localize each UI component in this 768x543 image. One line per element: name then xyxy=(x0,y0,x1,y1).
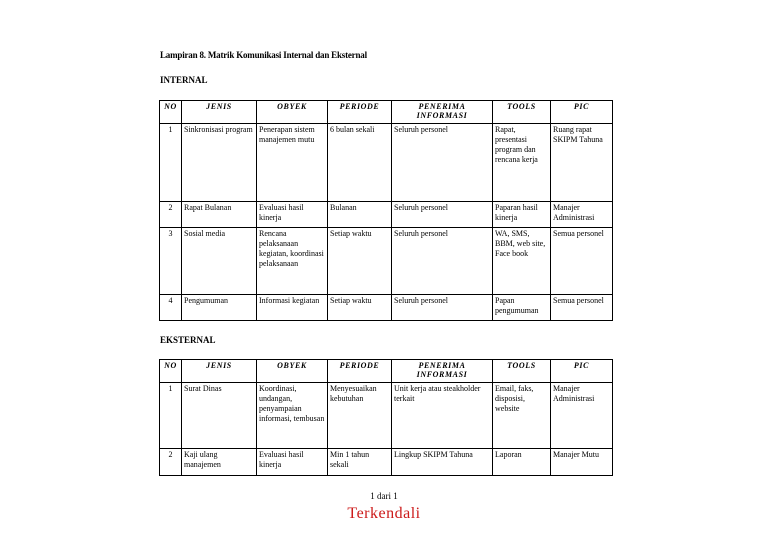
table-row xyxy=(160,228,613,295)
cell-no: 2 xyxy=(160,202,182,228)
cell-tools: Paparan hasil kinerja xyxy=(493,202,551,228)
header-tools: TOOLS xyxy=(493,101,551,124)
document-title: Lampiran 8. Matrik Komunikasi Internal dan Eksternal xyxy=(160,50,367,60)
header-periode: PERIODE xyxy=(328,360,392,383)
internal-communication-table xyxy=(159,100,613,321)
table-row xyxy=(160,295,613,321)
cell-penerima: Seluruh personel xyxy=(392,202,493,228)
cell-penerima: Unit kerja atau steakholder terkait xyxy=(392,383,493,449)
table-header-row xyxy=(160,101,613,124)
cell-jenis: Rapat Bulanan xyxy=(182,202,257,228)
cell-tools: WA, SMS, BBM, web site, Face book xyxy=(493,228,551,295)
cell-pic: Manajer Mutu xyxy=(551,449,613,476)
cell-penerima: Seluruh personel xyxy=(392,295,493,321)
cell-periode: Setiap waktu xyxy=(328,228,392,295)
cell-pic: Ruang rapat SKIPM Tahuna xyxy=(551,124,613,202)
table-row xyxy=(160,124,613,202)
table-row xyxy=(160,383,613,449)
cell-no: 1 xyxy=(160,124,182,202)
cell-jenis: Sinkronisasi program xyxy=(182,124,257,202)
header-no: NO xyxy=(160,101,182,124)
cell-penerima: Seluruh personel xyxy=(392,124,493,202)
cell-penerima: Seluruh personel xyxy=(392,228,493,295)
table-row xyxy=(160,202,613,228)
cell-obyek: Penerapan sistem manajemen mutu xyxy=(257,124,328,202)
cell-obyek: Evaluasi hasil kinerja xyxy=(257,202,328,228)
header-penerima-informasi: PENERIMA INFORMASI xyxy=(392,360,493,383)
table-header-row xyxy=(160,360,613,383)
cell-tools: Rapat, presentasi program dan rencana kerja xyxy=(493,124,551,202)
controlled-stamp: Terkendali xyxy=(347,505,421,522)
section-label-eksternal: EKSTERNAL xyxy=(160,335,216,345)
cell-jenis: Sosial media xyxy=(182,228,257,295)
cell-jenis: Pengumuman xyxy=(182,295,257,321)
cell-pic: Semua personel xyxy=(551,228,613,295)
header-periode: PERIODE xyxy=(328,101,392,124)
header-tools: TOOLS xyxy=(493,360,551,383)
section-label-internal: INTERNAL xyxy=(160,75,208,85)
header-pic: PIC xyxy=(551,360,613,383)
header-obyek: OBYEK xyxy=(257,360,328,383)
cell-periode: Min 1 tahun sekali xyxy=(328,449,392,476)
cell-penerima: Lingkup SKIPM Tahuna xyxy=(392,449,493,476)
cell-jenis: Kaji ulang manajemen xyxy=(182,449,257,476)
cell-periode: Bulanan xyxy=(328,202,392,228)
cell-tools: Laporan xyxy=(493,449,551,476)
cell-periode: Menyesuaikan kebutuhan xyxy=(328,383,392,449)
cell-obyek: Koordinasi, undangan, penyampaian informasi, tembusan xyxy=(257,383,328,449)
header-obyek: OBYEK xyxy=(257,101,328,124)
table-row xyxy=(160,449,613,476)
cell-pic: Manajer Administrasi xyxy=(551,202,613,228)
cell-no: 3 xyxy=(160,228,182,295)
cell-tools: Papan pengumuman xyxy=(493,295,551,321)
cell-no: 1 xyxy=(160,383,182,449)
cell-no: 2 xyxy=(160,449,182,476)
cell-tools: Email, faks, disposisi, website xyxy=(493,383,551,449)
cell-periode: Setiap waktu xyxy=(328,295,392,321)
header-jenis: JENIS xyxy=(182,101,257,124)
cell-no: 4 xyxy=(160,295,182,321)
header-penerima-informasi: PENERIMA INFORMASI xyxy=(392,101,493,124)
page-number: 1 dari 1 xyxy=(370,491,398,501)
external-communication-table xyxy=(159,359,613,476)
header-no: NO xyxy=(160,360,182,383)
cell-obyek: Rencana pelaksanaan kegiatan, koordinasi pelaksanaan xyxy=(257,228,328,295)
header-jenis: JENIS xyxy=(182,360,257,383)
cell-pic: Manajer Administrasi xyxy=(551,383,613,449)
cell-obyek: Informasi kegiatan xyxy=(257,295,328,321)
cell-pic: Semua personel xyxy=(551,295,613,321)
cell-jenis: Surat Dinas xyxy=(182,383,257,449)
header-pic: PIC xyxy=(551,101,613,124)
cell-obyek: Evaluasi hasil kinerja xyxy=(257,449,328,476)
cell-periode: 6 bulan sekali xyxy=(328,124,392,202)
